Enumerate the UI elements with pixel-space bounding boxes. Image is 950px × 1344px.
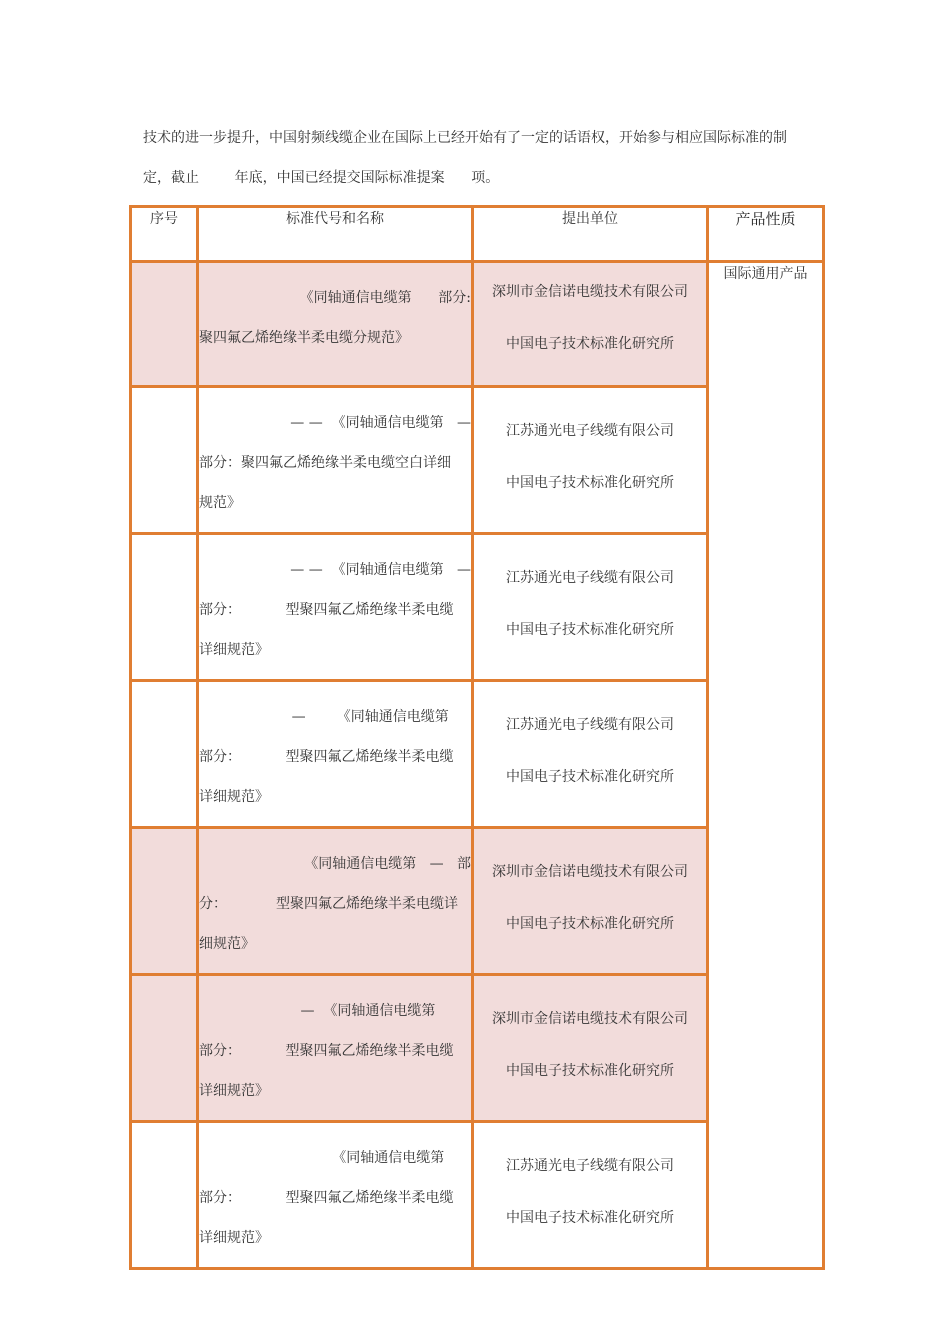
row-seq-cell xyxy=(131,534,198,681)
standard-name-line: 细规范》 xyxy=(199,936,255,952)
row-proposing-unit-cell xyxy=(473,1122,708,1269)
row-standard-name-cell xyxy=(198,534,473,681)
row-seq-cell xyxy=(131,387,198,534)
row-proposing-unit-cell xyxy=(473,534,708,681)
table-row xyxy=(131,262,824,387)
row-proposing-unit-cell xyxy=(473,387,708,534)
standard-name-line: 部分：聚四氟乙烯绝缘半柔电缆空白详细 xyxy=(199,455,451,471)
standard-name-line: — — 《同轴通信电缆第 — xyxy=(290,415,471,431)
row-proposing-unit-cell xyxy=(473,262,708,387)
header-standard-name: 标准代号和名称 xyxy=(198,207,473,262)
header-product-nature: 产品性质 xyxy=(708,207,824,262)
standard-name-line: 详细规范》 xyxy=(199,1230,269,1246)
standard-name-line: 详细规范》 xyxy=(199,642,269,658)
proposing-unit: 深圳市金信诺电缆技术有限公司 xyxy=(492,1011,688,1027)
proposing-unit: 中国电子技术标准化研究所 xyxy=(506,622,674,638)
row-proposing-unit-cell xyxy=(473,828,708,975)
row-standard-name-cell xyxy=(198,975,473,1122)
standard-name-line: 部分： 型聚四氟乙烯绝缘半柔电缆 xyxy=(199,602,454,618)
standard-name-line: — — 《同轴通信电缆第 — xyxy=(290,562,471,578)
row-standard-name-cell xyxy=(198,1122,473,1269)
row-proposing-unit-cell xyxy=(473,681,708,828)
standard-name-line: 分： 型聚四氟乙烯绝缘半柔电缆详 xyxy=(199,896,458,912)
standard-name-line: 规范》 xyxy=(199,495,241,511)
row-seq-cell xyxy=(131,828,198,975)
proposing-unit: 江苏通光电子线缆有限公司 xyxy=(506,1158,674,1174)
intro-paragraph-line-2: 定，截止 年底，中国已经提交国际标准提案 项。 xyxy=(143,170,500,186)
proposing-unit: 江苏通光电子线缆有限公司 xyxy=(506,570,674,586)
intro-paragraph-line-1: 技术的进一步提升，中国射频线缆企业在国际上已经开始有了一定的话语权，开始参与相应国际标准的制 xyxy=(143,130,787,146)
header-seq: 序号 xyxy=(131,207,198,262)
proposing-unit: 深圳市金信诺电缆技术有限公司 xyxy=(492,284,688,300)
standard-name-line: — 《同轴通信电缆第 xyxy=(291,709,471,725)
row-seq-cell xyxy=(131,975,198,1122)
product-nature-cell: 国际通用产品 xyxy=(708,262,824,1269)
row-standard-name-cell xyxy=(198,262,473,387)
proposing-unit: 中国电子技术标准化研究所 xyxy=(506,336,674,352)
row-standard-name-cell xyxy=(198,828,473,975)
standard-name-line: 《同轴通信电缆第 xyxy=(332,1150,471,1166)
standard-name-line: 聚四氟乙烯绝缘半柔电缆分规范》 xyxy=(199,330,409,346)
standard-name-line: — 《同轴通信电缆第 xyxy=(300,1003,471,1019)
standard-name-line: 详细规范》 xyxy=(199,1083,269,1099)
proposing-unit: 中国电子技术标准化研究所 xyxy=(506,475,674,491)
row-seq-cell xyxy=(131,1122,198,1269)
row-seq-cell xyxy=(131,681,198,828)
proposing-unit: 中国电子技术标准化研究所 xyxy=(506,769,674,785)
proposing-unit: 江苏通光电子线缆有限公司 xyxy=(506,423,674,439)
standard-name-line: 《同轴通信电缆第 部分: xyxy=(299,290,471,306)
proposing-unit: 江苏通光电子线缆有限公司 xyxy=(506,717,674,733)
table-header-row xyxy=(131,207,824,262)
standard-name-line: 详细规范》 xyxy=(199,789,269,805)
proposing-unit: 中国电子技术标准化研究所 xyxy=(506,1210,674,1226)
proposing-unit: 中国电子技术标准化研究所 xyxy=(506,1063,674,1079)
standards-table xyxy=(129,205,825,1270)
standard-name-line: 部分： 型聚四氟乙烯绝缘半柔电缆 xyxy=(199,749,454,765)
header-proposing-unit: 提出单位 xyxy=(473,207,708,262)
row-proposing-unit-cell xyxy=(473,975,708,1122)
proposing-unit: 深圳市金信诺电缆技术有限公司 xyxy=(492,864,688,880)
standard-name-line: 部分： 型聚四氟乙烯绝缘半柔电缆 xyxy=(199,1043,454,1059)
row-standard-name-cell xyxy=(198,681,473,828)
standard-name-line: 部分： 型聚四氟乙烯绝缘半柔电缆 xyxy=(199,1190,454,1206)
standard-name-line: 《同轴通信电缆第 — 部 xyxy=(304,856,471,872)
row-seq-cell xyxy=(131,262,198,387)
row-standard-name-cell xyxy=(198,387,473,534)
proposing-unit: 中国电子技术标准化研究所 xyxy=(506,916,674,932)
